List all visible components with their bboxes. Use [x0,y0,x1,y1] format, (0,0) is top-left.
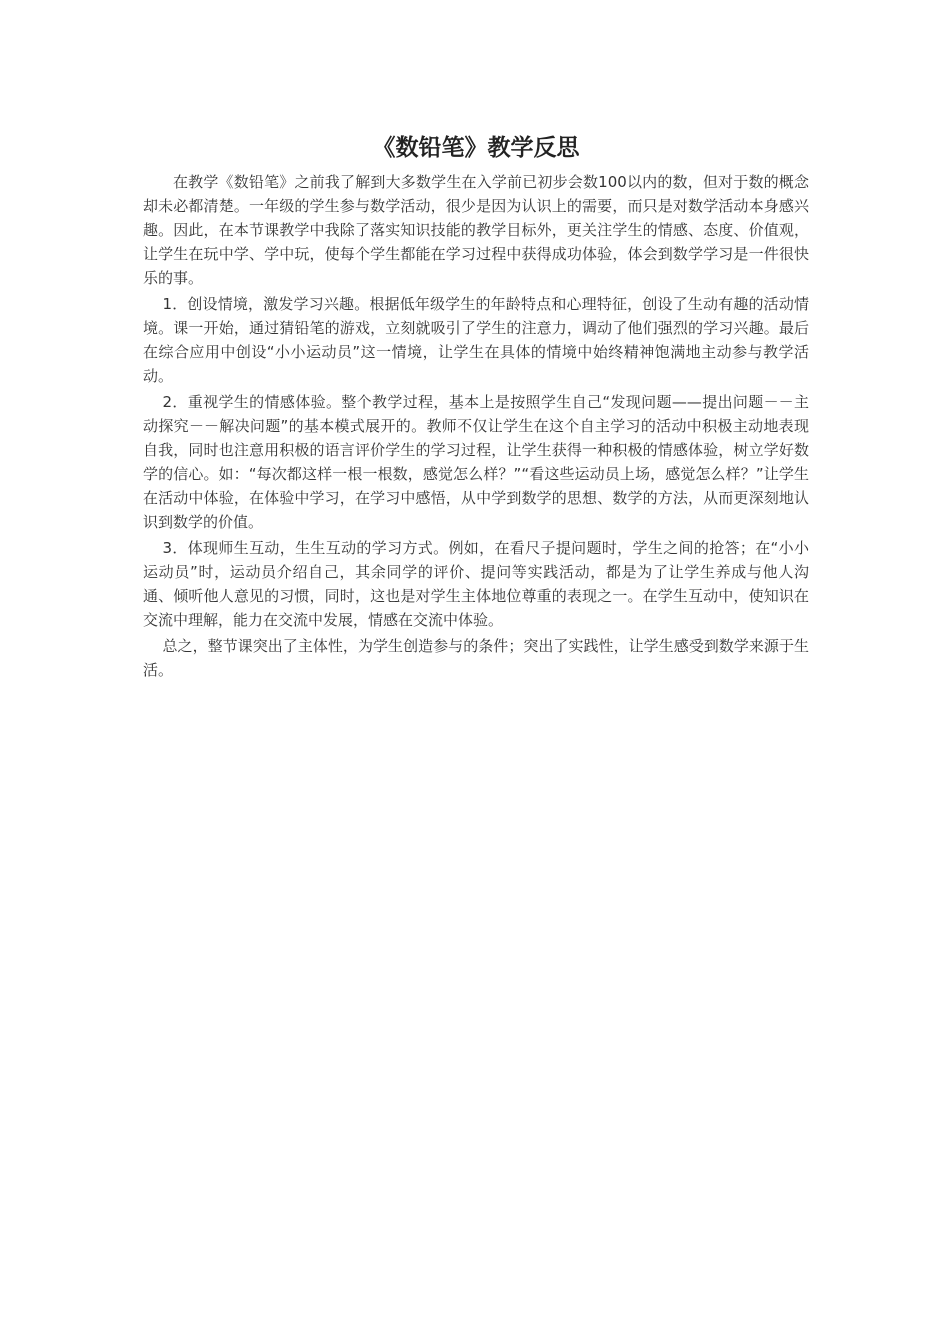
paragraph-conclusion: 总之，整节课突出了主体性，为学生创造参与的条件；突出了实践性，让学生感受到数学来源于生活。 [143,637,809,679]
paragraph-intro: 在教学《数铅笔》之前我了解到大多数学生在入学前已初步会数100以内的数，但对于数的概念却未必都清楚。一年级的学生参与数学活动，很少是因为认识上的需要，而只是对数学活动本身感兴趣。因此，在本节课教学中我除了落实知识技能的教学目标外，更关注学生的情感、态度、价值观，让学生在玩中学、学中玩，使每个学生都能在学习过程中获得成功体验，体会到数学学习是一件很快乐的事。 [143,173,809,287]
paragraph-point-1: 1．创设情境，激发学习兴趣。根据低年级学生的年龄特点和心理特征，创设了生动有趣的活动情境。课一开始，通过猜铅笔的游戏，立刻就吸引了学生的注意力，调动了他们强烈的学习兴趣。最后在综合应用中创设“小小运动员”这一情境，让学生在具体的情境中始终精神饱满地主动参与教学活动。 [143,295,809,385]
paragraph-point-2: 2．重视学生的情感体验。整个教学过程，基本上是按照学生自己“发现问题——提出问题－－主动探究－－解决问题”的基本模式展开的。教师不仅让学生在这个自主学习的活动中积极主动地表现自我，同时也注意用积极的语言评价学生的学习过程，让学生获得一种积极的情感体验，树立学好数学的信心。如：“每次都这样一根一根数，感觉怎么样？”“看这些运动员上场，感觉怎么样？”让学生在活动中体验，在体验中学习，在学习中感悟，从中学到数学的思想、数学的方法，从而更深刻地认识到数学的价值。 [143,393,809,531]
paragraph-point-3: 3．体现师生互动，生生互动的学习方式。例如，在看尺子提问题时，学生之间的抢答；在“小小运动员”时，运动员介绍自己，其余同学的评价、提问等实践活动，都是为了让学生养成与他人沟通、倾听他人意见的习惯，同时，这也是对学生主体地位尊重的表现之一。在学生互动中，使知识在交流中理解，能力在交流中发展，情感在交流中体验。 [143,539,809,629]
document-body [143,130,809,684]
document-title: 《数铅笔》教学反思 [372,135,580,161]
